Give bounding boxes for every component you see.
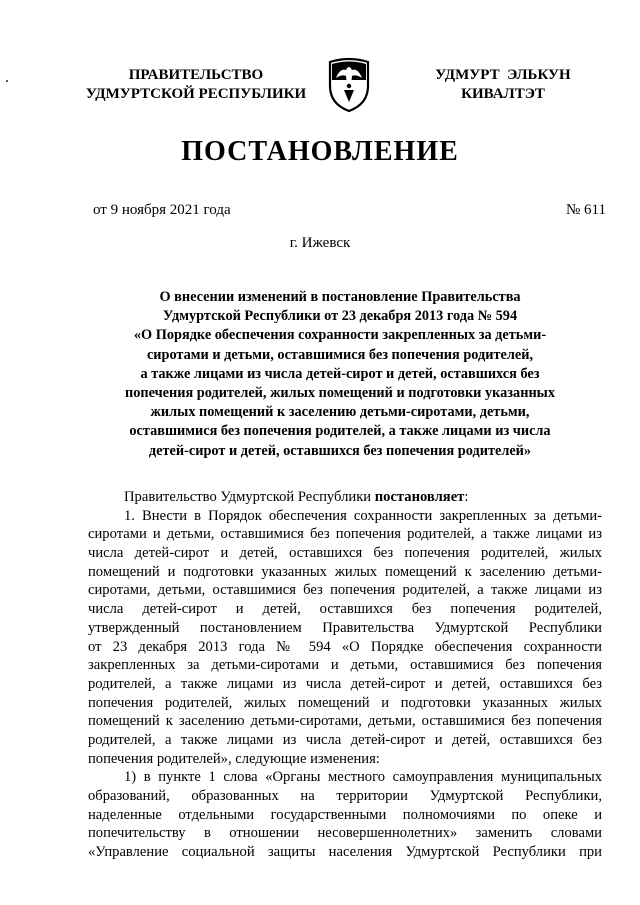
body-line: 1) в пункте 1 слова «Органы местного самоуправления муниципальных bbox=[124, 769, 602, 786]
body-line: числа детей-сирот и детей, оставшихся без попечения родителей, жилых bbox=[88, 545, 602, 562]
header-right-line2: КИВАЛТЭТ bbox=[461, 86, 545, 102]
subject-line: Удмуртской Республики от 23 декабря 2013 года № 594 bbox=[162, 308, 518, 325]
body-line: от 23 декабря 2013 года № 594 «О Порядке обеспечения сохранности bbox=[88, 638, 602, 655]
header-left-line1: ПРАВИТЕЛЬСТВО bbox=[128, 67, 264, 83]
body-line: наделенные отдельными государственными полномочиями по опеке и bbox=[88, 806, 602, 823]
body-line: помещений к заселению детьми-сиротами, детьми, оставшимися без попечения bbox=[88, 713, 602, 730]
document-subject bbox=[112, 288, 568, 461]
body-line: образований, образованных на территории Удмуртской Республики, bbox=[88, 788, 602, 804]
document-title: ПОСТАНОВЛЕНИЕ bbox=[181, 136, 459, 167]
header-right-line1: УДМУРТ ЭЛЬКУН bbox=[435, 67, 571, 83]
subject-line: О внесении изменений в постановление Правительства bbox=[159, 289, 521, 305]
header-left bbox=[80, 66, 312, 104]
body-line: родителей, а также лицами из числа детей-сирот и детей, оставшихся без bbox=[88, 731, 602, 748]
body-line: 1. Внести в Порядок обеспечения сохранности закрепленных за детьми- bbox=[124, 507, 602, 524]
body-line: числа детей-сирот и детей, оставшихся без попечения родителей, bbox=[88, 601, 602, 618]
udmurt-coat-of-arms-icon bbox=[326, 56, 372, 112]
subject-line: оставшимися без попечения родителей, а также лицами из числа bbox=[129, 423, 551, 440]
body-line: попечения родителей», следующие изменения: bbox=[88, 750, 380, 767]
subject-line: «О Порядке обеспечения сохранности закрепленных за детьми- bbox=[133, 327, 547, 344]
header-left-line2: УДМУРТСКОЙ РЕСПУБЛИКИ bbox=[85, 86, 307, 102]
subject-line: жилых помещений к заселению детьми-сиротами, детьми, bbox=[150, 404, 530, 421]
body-line: попечительству в отношении несовершеннолетних» заменить словами bbox=[88, 825, 602, 842]
body-line: попечения родителей, жилых помещений и подготовки указанных жилых bbox=[88, 694, 602, 711]
subject-line: а также лицами из числа детей-сирот и детей, оставшихся без bbox=[140, 365, 540, 382]
intro-bold: постановляет bbox=[374, 489, 465, 505]
body-line: утвержденный постановлением Правительства Удмуртской Республики bbox=[88, 619, 602, 636]
header-right bbox=[404, 66, 602, 104]
document-number: № 611 bbox=[565, 202, 606, 218]
body-line: закрепленных за детьми-сиротами и детьми, оставшимися без попечения bbox=[88, 657, 602, 674]
scan-mark bbox=[6, 80, 8, 82]
intro-paragraph bbox=[88, 488, 602, 507]
subject-line: сиротами и детьми, оставшимися без попечения родителей, bbox=[146, 346, 534, 363]
intro-prefix: Правительство Удмуртской Республики bbox=[124, 489, 375, 505]
body-line: помещений и подготовки указанных жилых помещений к заселению детьми- bbox=[88, 563, 602, 580]
document-body bbox=[88, 488, 602, 862]
subject-line: детей-сирот и детей, оставшихся без попечения родителей» bbox=[148, 442, 532, 459]
subject-line: попечения родителей, жилых помещений и подготовки указанных bbox=[124, 385, 555, 402]
document-city: г. Ижевск bbox=[289, 235, 351, 251]
body-line: родителей, а также лицами из числа детей-сирот и детей, оставшихся без bbox=[88, 675, 602, 692]
body-line: сиротами и детьми, оставшимися без попечения родителей, а также лицами из bbox=[88, 526, 602, 543]
body-line: «Управление социальной защиты населения Удмуртской Республики при bbox=[88, 844, 602, 861]
intro-suffix: : bbox=[464, 489, 469, 505]
document-date: от 9 ноября 2021 года bbox=[93, 202, 231, 218]
body-line: сиротами, детьми, оставшимися без попечения родителей, а также лицами из bbox=[88, 582, 602, 599]
